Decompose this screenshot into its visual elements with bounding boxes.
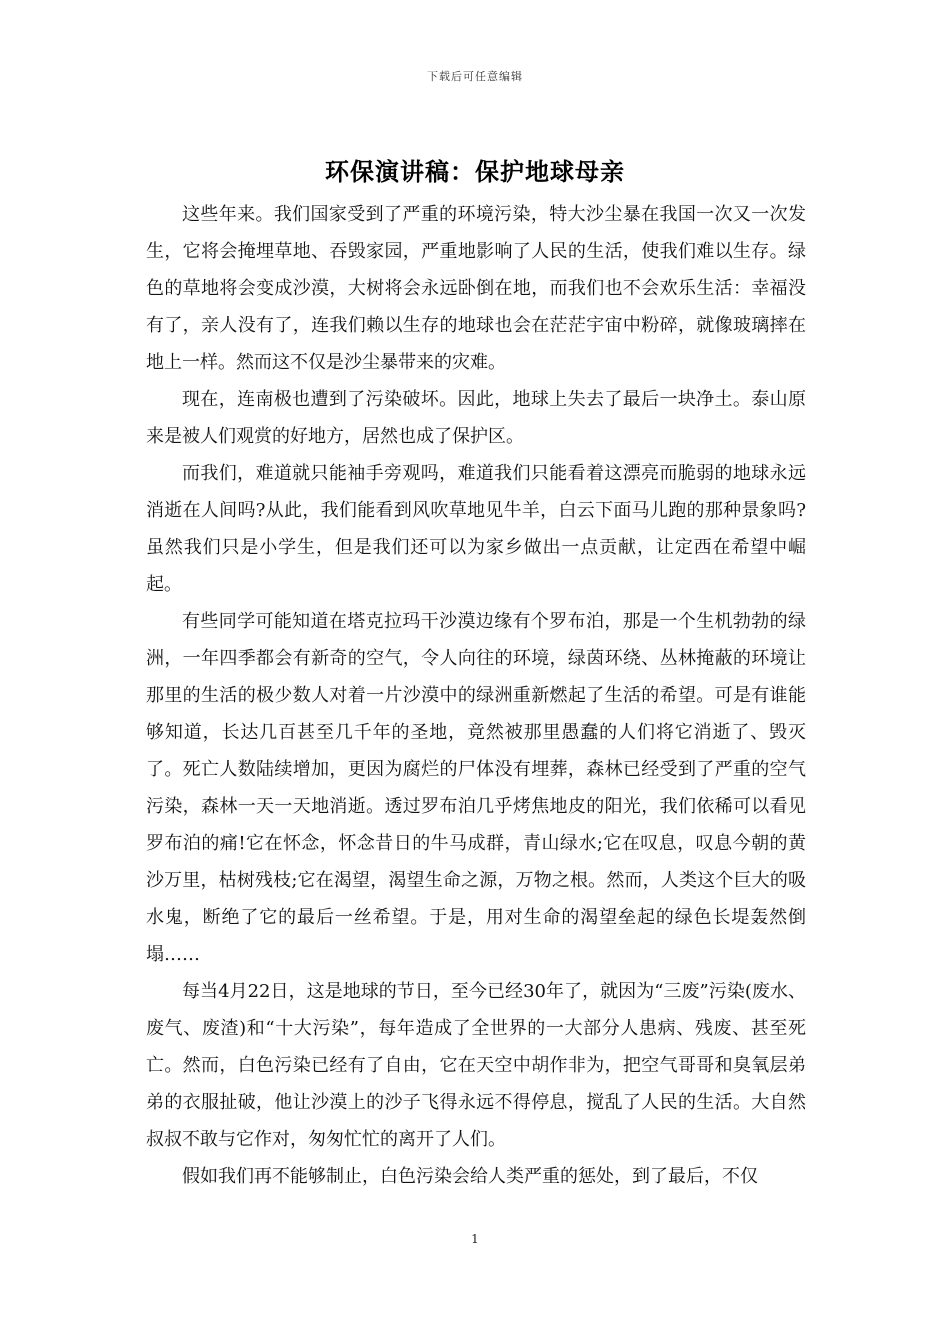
page-number: 1 (471, 1232, 479, 1246)
header-note: 下载后可任意编辑 (427, 70, 523, 83)
paragraph: 每当4月22日，这是地球的节日，至今已经30年了，就因为“三废”污染(废水、废气、废渣)和“十大污染”，每年造成了全世界的一大部分人患病、残废、甚至死亡。然而，白色污染已经有了自由，它在天空中胡作非为，把空气哥哥和臭氧层弟弟的衣服扯破，他让沙漠上的沙子飞得永远不得停息，搅乱了人民的生活。大自然叔叔不敢与它作对，匆匆忙忙的离开了人们。 (146, 981, 806, 1150)
document-title: 环保演讲稿：保护地球母亲 (325, 157, 625, 186)
paragraph: 这些年来。我们国家受到了严重的环境污染，特大沙尘暴在我国一次又一次发生，它将会掩埋草地、吞毁家园，严重地影响了人民的生活，使我们难以生存。绿色的草地将会变成沙漠，大树将会永远卧倒在地，而我们也不会欢乐生活：幸福没有了，亲人没有了，连我们赖以生存的地球也会在茫茫宇宙中粉碎，就像玻璃摔在地上一样。然而这不仅是沙尘暴带来的灾难。 (146, 204, 806, 373)
document-body (146, 196, 806, 1195)
paragraph: 有些同学可能知道在塔克拉玛干沙漠边缘有个罗布泊，那是一个生机勃勃的绿洲，一年四季都会有新奇的空气，令人向往的环境，绿茵环绕、丛林掩蔽的环境让那里的生活的极少数人对着一片沙漠中的绿洲重新燃起了生活的希望。可是有谁能够知道，长达几百甚至几千年的圣地，竟然被那里愚蠢的人们将它消逝了、毁灭了。死亡人数陆续增加，更因为腐烂的尸体没有埋葬，森林已经受到了严重的空气污染，森林一天一天地消逝。透过罗布泊几乎烤焦地皮的阳光，我们依稀可以看见罗布泊的痛!它在怀念，怀念昔日的牛马成群，青山绿水;它在叹息，叹息今朝的黄沙万里，枯树残枝;它在渴望，渴望生命之源，万物之根。然而，人类这个巨大的吸水鬼，断绝了它的最后一丝希望。于是，用对生命的渴望垒起的绿色长堤轰然倒塌…… (146, 611, 806, 965)
paragraph: 现在，连南极也遭到了污染破坏。因此，地球上失去了最后一块净土。泰山原来是被人们观赏的好地方，居然也成了保护区。 (146, 389, 806, 447)
paragraph: 假如我们再不能够制止，白色污染会给人类严重的惩处，到了最后，不仅 (182, 1166, 758, 1187)
paragraph: 而我们，难道就只能袖手旁观吗，难道我们只能看着这漂亮而脆弱的地球永远消逝在人间吗?从此，我们能看到风吹草地见牛羊，白云下面马儿跑的那种景象吗?虽然我们只是小学生，但是我们还可以为家乡做出一点贡献，让定西在希望中崛起。 (146, 463, 806, 595)
